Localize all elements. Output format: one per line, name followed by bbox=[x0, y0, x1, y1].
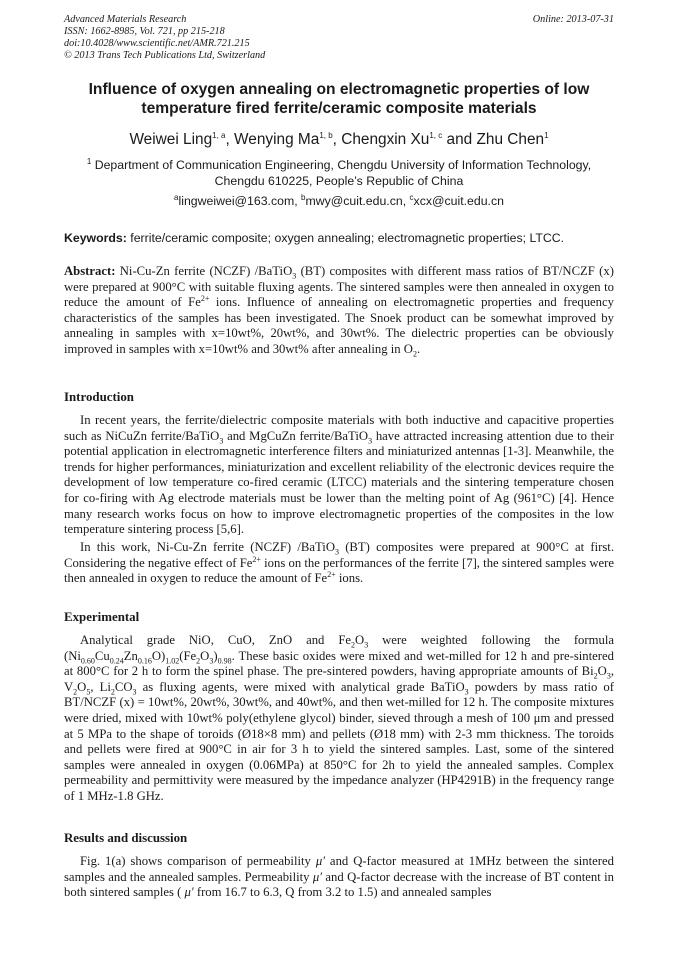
author-name: Zhu Chen bbox=[476, 131, 545, 148]
author-separator: , bbox=[225, 131, 235, 148]
online-date: Online: 2013-07-31 bbox=[532, 14, 614, 25]
body-text: O bbox=[355, 633, 365, 647]
body-text: Fig. 1(a) shows comparison of permeability bbox=[80, 854, 316, 868]
email-mark: b bbox=[301, 192, 306, 202]
subscript: 2 bbox=[110, 687, 115, 697]
abstract-text: . bbox=[416, 341, 421, 356]
body-text: ions on the performances of the ferrite [7], the sintered samples were then annealed in oxygen to reduce the amount of Fe bbox=[64, 555, 614, 586]
author-separator: , bbox=[332, 131, 342, 148]
journal-header bbox=[64, 14, 614, 62]
body-text: ions. bbox=[335, 571, 364, 586]
subscript: 0.60 bbox=[80, 656, 95, 666]
body-text: were weighted following the formula (Ni bbox=[64, 633, 614, 663]
subscript: 3 bbox=[292, 271, 297, 281]
body-text: Zn bbox=[123, 648, 138, 663]
subscript: 3 bbox=[606, 671, 611, 681]
journal-copyright: © 2013 Trans Tech Publications Ltd, Switzerland bbox=[64, 50, 266, 61]
subscript: 3 bbox=[132, 687, 137, 697]
keywords-label: Keywords: bbox=[64, 231, 127, 245]
subscript: 1.02 bbox=[165, 656, 180, 666]
subscript: 3 bbox=[368, 436, 373, 446]
body-text: and MgCuZn ferrite/BaTiO bbox=[223, 428, 369, 443]
subscript: 3 bbox=[209, 656, 214, 666]
affiliation-line-1: Department of Communication Engineering, Chengdu University of Information Technology, bbox=[91, 158, 592, 172]
affiliation-line-2: Chengdu 610225, People’s Republic of China bbox=[214, 174, 464, 188]
body-text: O bbox=[597, 664, 607, 679]
body-text: O bbox=[77, 679, 87, 694]
author-name: Weiwei Ling bbox=[129, 131, 213, 148]
abstract-text: Ni-Cu-Zn ferrite (NCZF) /BaTiO bbox=[115, 264, 293, 278]
experimental-paragraph bbox=[64, 633, 614, 805]
keywords bbox=[64, 230, 614, 246]
author-affiliation-mark: 1, c bbox=[429, 130, 443, 140]
subscript: 3 bbox=[334, 547, 339, 557]
body-text: have attracted increasing attention due to their potential application in electromagnetic interference filters and miniaturized antennas [1-3]. Meanwhile, the trends for higher performances, miniaturization and excellent reliability of the electronic devices require the development of low temperature co-fired ceramic (LTCC) materials and the sintering temperature chosen for co-firing with Ag electrode materials must be lower than the melting point of Ag (961°C) [4]. Hence many research works focus on how to improve electromagnetic properties of the composites in the low temperature sintering process [5,6]. bbox=[64, 428, 615, 537]
email-address: xcx@cuit.edu.cn bbox=[413, 194, 504, 208]
body-text: as fluxing agents, were mixed with analytical grade BaTiO bbox=[136, 679, 465, 694]
body-text: from 16.7 to 6.3, Q from 3.2 to 1.5) and annealed samples bbox=[193, 885, 492, 900]
math-symbol: μ′ bbox=[184, 885, 194, 900]
body-text: powders by mass ratio of BT/NCZF (x) = 10wt%, 20wt%, 30wt%, and 40wt%, and then wet-milled for 12 h. The composite mixtures were dried, mixed with 10wt% poly(ethylene glycol) binder, sieved through a mesh of 100 μm and pressed at 5 MPa to the shape of toroids (Ø18×8 mm) and pellets (Ø18 mm) with 2-3 mm thickness. The toroids and pellets were fired at 900°C in air for 3 h to yield the sintered samples. Last, some of the sintered samples were annealed in oxygen (0.06MPa) at 850°C for 2h to yield the annealed samples. Complex permeability and permittivity were measured by the impedance analyzer (HP4291B) in the frequency range of 1 MHz-1.8 GHz. bbox=[64, 679, 614, 803]
author-list bbox=[64, 130, 614, 150]
email-mark: a bbox=[174, 192, 179, 202]
subscript: 2 bbox=[412, 349, 417, 359]
superscript: 2+ bbox=[200, 293, 210, 303]
math-symbol: μ′ bbox=[312, 869, 323, 884]
body-text: Analytical grade NiO, CuO, ZnO and Fe bbox=[80, 633, 352, 647]
subscript: 0.16 bbox=[137, 656, 152, 666]
body-text: CO bbox=[114, 679, 133, 694]
superscript: 2+ bbox=[327, 569, 336, 579]
author-affiliation-mark: 1 bbox=[544, 130, 549, 140]
section-heading-experimental: Experimental bbox=[64, 610, 140, 624]
paper-title bbox=[64, 80, 614, 118]
abstract bbox=[64, 264, 614, 358]
introduction-paragraph-2 bbox=[64, 540, 614, 587]
author-affiliation-mark: 1, b bbox=[319, 130, 333, 140]
body-text: , Li bbox=[90, 679, 111, 694]
subscript: 2 bbox=[196, 656, 201, 666]
body-text: O bbox=[200, 648, 210, 663]
email-address: lingweiwei@163.com, bbox=[178, 194, 302, 208]
journal-issn: ISSN: 1662-8985, Vol. 721, pp 215-218 bbox=[64, 26, 225, 37]
title-line-2: temperature fired ferrite/ceramic composite materials bbox=[141, 100, 537, 117]
body-text: (BT) composites were prepared at 900°C at first. Considering the negative effect of Fe bbox=[64, 540, 614, 570]
abstract-label: Abstract: bbox=[64, 264, 116, 278]
subscript: 0.24 bbox=[109, 656, 124, 666]
keywords-text: ferrite/ceramic composite; oxygen annealing; electromagnetic properties; LTCC. bbox=[126, 231, 565, 245]
body-text: Cu bbox=[94, 648, 110, 663]
math-symbol: μ′ bbox=[315, 854, 325, 868]
abstract-text: (BT) composites with different mass ratios of BT/NCZF (x) were prepared at 900°C with suitable fluxing agents. The sintered samples were then annealed in oxygen to reduce the amount of Fe bbox=[64, 264, 614, 310]
body-text: In recent years, the ferrite/dielectric composite materials with both inductive and capacitive properties such as NiCuZn ferrite/BaTiO bbox=[64, 413, 614, 443]
results-paragraph bbox=[64, 854, 614, 901]
section-heading-results: Results and discussion bbox=[64, 831, 188, 845]
body-text: and Q-factor measured at 1MHz between the sintered samples and the annealed samples. Permeability bbox=[64, 854, 614, 884]
title-line-1: Influence of oxygen annealing on electromagnetic properties of low bbox=[88, 81, 590, 98]
email-mark: c bbox=[409, 192, 414, 202]
affiliation bbox=[64, 157, 614, 189]
body-text: O) bbox=[151, 648, 166, 663]
body-text: In this work, Ni-Cu-Zn ferrite (NCZF) /BaTiO bbox=[80, 540, 335, 554]
author-separator: and bbox=[442, 131, 477, 148]
subscript: 2 bbox=[593, 671, 598, 681]
body-text: and Q-factor decrease with the increase of BT content in both sintered samples ( bbox=[64, 869, 615, 900]
subscript: 0.98 bbox=[217, 656, 232, 666]
body-text: . These basic oxides were mixed and wet-milled for 12 h and pre-sintered at 800°C for 2 h to form the spinel phase. The pre-sintered powders, having appropriate amounts of Bi bbox=[64, 648, 614, 679]
introduction-paragraph-1 bbox=[64, 413, 614, 538]
abstract-text: ions. Influence of annealing on electromagnetic properties and frequency characteristics of the samples has been investigated. The Snoek product can be somewhat improved by annealing in samples with x=10wt%, 20wt%, and 30wt%. The dielectric properties can be obviously improved in samples with x=10wt% and 30wt% after annealing in O bbox=[64, 295, 614, 356]
subscript: 3 bbox=[464, 687, 469, 697]
subscript: 3 bbox=[364, 640, 369, 650]
subscript: 5 bbox=[86, 687, 91, 697]
body-text: (Fe bbox=[179, 648, 197, 663]
subscript: 3 bbox=[219, 436, 224, 446]
section-heading-introduction: Introduction bbox=[64, 390, 134, 404]
author-name: Chengxin Xu bbox=[341, 131, 430, 148]
subscript: 2 bbox=[351, 640, 356, 650]
author-affiliation-mark: 1, a bbox=[212, 130, 226, 140]
affiliation-mark: 1 bbox=[86, 156, 92, 166]
journal-doi: doi:10.4028/www.scientific.net/AMR.721.215 bbox=[64, 38, 250, 49]
journal-name: Advanced Materials Research bbox=[64, 14, 187, 25]
body-text: ) bbox=[213, 648, 218, 663]
superscript: 2+ bbox=[252, 554, 261, 564]
body-text: , V bbox=[64, 664, 614, 694]
author-emails bbox=[64, 193, 614, 209]
subscript: 2 bbox=[73, 687, 78, 697]
author-name: Wenying Ma bbox=[234, 131, 320, 148]
email-address: mwy@cuit.edu.cn, bbox=[305, 194, 410, 208]
